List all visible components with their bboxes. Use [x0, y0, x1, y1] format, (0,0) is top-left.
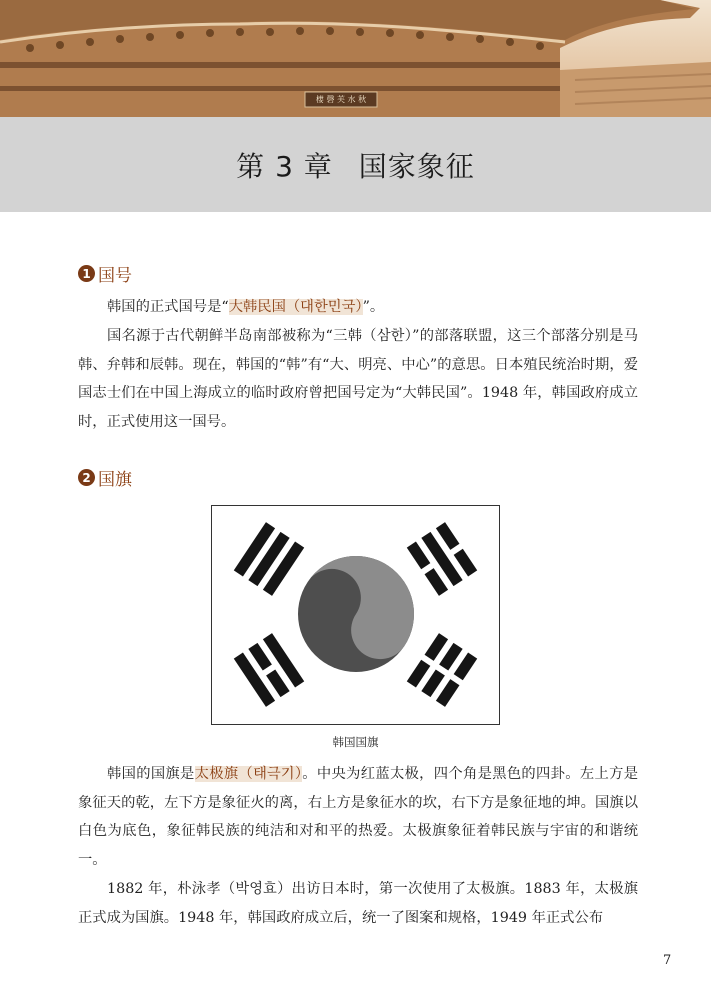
banner-plaque-text: 棲 磬 芙 水 秋: [315, 95, 367, 104]
chapter-heading: [0, 145, 711, 185]
chapter-label: 第 3 章: [236, 150, 333, 183]
taegukgi-flag-figure: [211, 505, 500, 725]
figure-caption: 韩国国旗: [332, 735, 379, 749]
taegukgi-flag-image: [212, 506, 499, 724]
paragraph: [78, 760, 638, 874]
highlighted-term: 大韩民国（대한민국）: [228, 299, 363, 315]
header-banner-image: [0, 0, 711, 118]
paragraph: 1882 年，朴泳孝（박영효）出访日本时，第一次使用了太极旗。1883 年，太极旗正式成为国旗。1948 年，韩国政府成立后，统一了图案和规格，1949 年正式公布: [78, 881, 638, 926]
text-span: 韩国的国旗是: [107, 766, 195, 782]
section-title: 国号: [98, 266, 132, 286]
highlighted-term: 太极旗（태극기）: [194, 766, 303, 782]
text-span: 韩国的正式国号是“: [107, 299, 229, 315]
paragraph: [78, 293, 638, 322]
chapter-title: 国家象征: [358, 150, 475, 183]
text-span: ”。: [362, 299, 385, 315]
paragraph: 国名源于古代朝鲜半岛南部被称为“三韩（삼한）”的部落联盟，这三个部落分别是马韩、弁韩和辰韩。现在，韩国的“韩”有“大、明亮、中心”的意思。日本殖民统治时期，爱国志士们在中国上海成立的临时政府曾把国号定为“大韩民国”。1948 年，韩国政府成立时，正式使用这一国号。: [78, 328, 638, 430]
section-number-badge: 2: [78, 469, 95, 486]
section-title: 国旗: [98, 470, 132, 490]
section-heading-national-flag: [78, 465, 132, 490]
section-heading-national-name: [78, 261, 132, 286]
page-number: 7: [663, 953, 672, 968]
section-number-badge: 1: [78, 265, 95, 282]
text-span: 。中央为红蓝太极，四个角是黑色的四卦。左上方是象征天的乾，左下方是象征火的离，右上方是象征水的坎，右下方是象征地的坤。国旗以白色为底色，象征韩民族的纯洁和对和平的热爱。太极旗象征着韩民族与宇宙的和谐统一。: [78, 766, 638, 868]
